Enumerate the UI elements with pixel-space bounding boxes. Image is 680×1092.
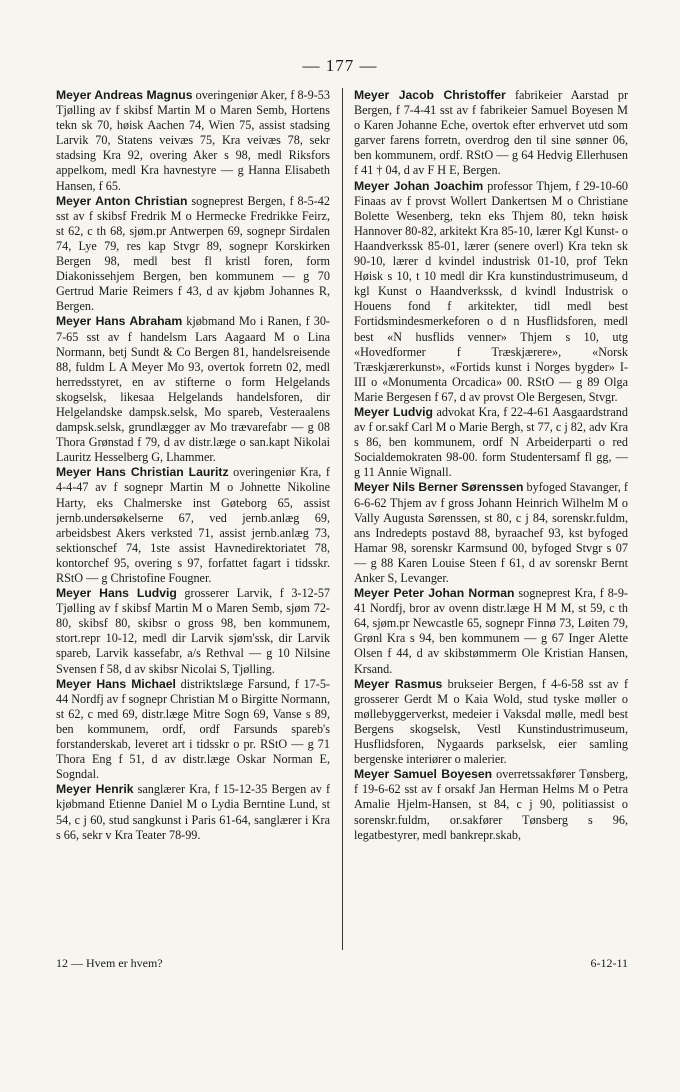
column-divider: [342, 88, 343, 950]
biography-entry: [56, 194, 330, 315]
entry-text: sanglærer Kra, f 15-12-35 Bergen av f kjøbmand Etienne Daniel M o Lydia Berntine Lund, st 54, c j 60, stud sangkunst i Paris 61-64, sanglærer i Kra s 66, sekr v Kra Teater 78-99.: [56, 782, 330, 842]
entry-name: Meyer Ludvig: [354, 404, 433, 419]
entry-name: Meyer Hans Christian Lauritz: [56, 465, 229, 480]
footer-signature: 12 — Hvem er hvem?: [56, 956, 163, 970]
right-column: [354, 88, 628, 950]
page-footer: [56, 956, 628, 971]
entry-text: professor Thjem, f 29-10-60 Finaas av f provst Wollert Dankertsen M o Christiane Bolette Wesenberg, tekn eks Thjem 80, tekn høisk Hannover 80-82, arkitekt Kra 85-10, lærer Kgl Kunst- o Haandverkssk 85-01, lærer (senere overl) Kra tekn sk 90-10, lærer d kvindel industrisk 01-10, prof Tekn Høisk s 10, t 10 medl dir Kra kunstindustrimuseum, d kgl Kunst o Haandverkssk, d kvindl Industrisk o Houens fond f arkitekter, tidl medl best Fortidsmindesmerkeforen o d n Husflidsforen, medl best «N husflids venner» Thjem s 10, utg «Hovedformer f Træskjærere», «Norsk Træskjærerkunst», «Fortids kunst i Norges bygder» I-III o «Monumenta Orcadica» 00. RStO — g 89 Olga Marie Bergesen f 67, d av provst Ole Bergesen, Stvgr.: [354, 178, 628, 404]
entry-name: Meyer Jacob Christoffer: [354, 88, 506, 102]
biography-entry: [354, 179, 628, 405]
biography-entry: [354, 88, 628, 179]
biography-entry: [354, 586, 628, 677]
entry-name: Meyer Peter Johan Norman: [354, 586, 515, 601]
biography-entry: [56, 677, 330, 783]
footer-date-code: 6-12-11: [590, 956, 628, 970]
entry-name: Meyer Hans Michael: [56, 676, 176, 691]
biography-entry: [354, 480, 628, 586]
biography-entry: [56, 586, 330, 677]
entry-name: Meyer Hans Abraham: [56, 314, 183, 329]
entry-text: sogneprest Kra, f 8-9-41 Nordfj, bror av ovenn distr.læge H M M, st 59, c th 64, sjøm.pr Newcastle 65, sognepr Finnø 73, Løiten 79, Grønl Kra s 94, ben kommunem — g 67 Inger Alette Olsen f 44, d av skibstømmerm Ole Kristian Hansen, Krsand.: [354, 586, 628, 676]
entry-name: Meyer Anton Christian: [56, 193, 188, 208]
page-number: — 177 —: [302, 56, 378, 75]
left-column: [56, 88, 330, 950]
biography-entry: [56, 465, 330, 586]
biography-entry: [56, 88, 330, 194]
entry-text: overretssakfører Tønsberg, f 19-6-62 sst av f orsakf Jan Herman Helms M o Petra Amalie Hjelm-Hansen, st 84, c j 90, politiassist o sorenskr.fuldm, or.sakfører Tønsberg s 96, legatbestyrer, medl bankrepr.skab,: [354, 767, 628, 842]
entry-text: overingeniør Kra, f 4-4-47 av f sognepr Martin M o Johnette Nikoline Harty, eks Chalmerske inst Gøteborg 65, assist jernb.undersøkelserne 67, ved jernb.anlæg 69, arbeidsbest Akers verksted 71, assist jernb.anlæg 73, sektionschef 74, 1ste assist Havnedirektoriatet 78, kontorchef 95, overing s 97, forfattet fagart i tidsskr. RStO — g Christofine Fougner.: [56, 465, 330, 585]
entry-text: sogneprest Bergen, f 8-5-42 sst av f skibsf Fredrik M o Hermecke Fredrikke Feirz, st 62, c th 68, sjøm.pr Antwerpen 69, sognepr Sirdalen 74, Lye 79, res kap Stvgr 89, sognepr Korskirken Bergen 98, medl best fl kristl foren, form Diakonissehjem Bergen, ben kommunem — g 70 Gertrud Marie Reimers f 43, d av kjøbm Johannes R, Bergen.: [56, 193, 330, 314]
biography-entry: [354, 405, 628, 480]
entry-text: grosserer Larvik, f 3-12-57 Tjølling av f skibsf Martin M o Maren Semb, sjøm 72-80, skibsf 80, skibsr o gross 98, ben kommunem, stort.repr 10-12, medl dir Larvik sjøm'ssk, dir Larvik spareb, Larvik kassefabr, a/s Rethval — g 10 Nilsine Svensen f 58, d av skibsr Nicolai S, Tjølling.: [56, 586, 330, 676]
entry-name: Meyer Henrik: [56, 782, 134, 797]
entry-text: kjøbmand Mo i Ranen, f 30-7-65 sst av f handelsm Lars Aagaard M o Lina Normann, betj Sundt & Co Bergen 81, handelsreisende 88, fuldm L A Meyer Mo 93, overtok forretn 02, medl herredsstyret, en av stifterne o form Helgelands skogselsk, likesaa Helgelands handelsforen, dir Helgelandske dampsk.selsk, Mo spareb, Vesteraalens dampsk.selsk, grundlægger av Mo trævarefabr — g 08 Thora Grønstad f 79, d av distr.læge o san.kapt Nikolai Lauritz Hesselberg G, Lhammer.: [56, 314, 330, 465]
entry-text: brukseier Bergen, f 4-6-58 sst av f grosserer Gerdt M o Kaia Wold, stud tyske møller o møllebyggerverkst, medeier i Vaksdal mølle, medl best Bergens skogselsk, Vestl Kunstindustrimuseum, Husflidsforen, Nygaards parkselsk, eier samling bergenske interiører o malerier.: [354, 676, 628, 767]
biography-entry: [354, 767, 628, 842]
entry-name: Meyer Samuel Boyesen: [354, 767, 493, 782]
entry-text: byfoged Stavanger, f 6-6-62 Thjem av f gross Johann Heinrich Wilhelm M o Vally Augusta Sørenssen, st 80, c j 84, sorenskr.fuldm, ans Indredepts postavd 88, byraachef 93, kst byfoged Hamar 98, sorenskr Karmsund 00, byfoged Stvgr s 07 — g 88 Karen Louise Steen f 61, d av sorenskr Bernt Anker S, Levanger.: [354, 480, 628, 585]
entry-name: Meyer Hans Ludvig: [56, 586, 177, 601]
entry-name: Meyer Nils Berner Sørenssen: [354, 480, 524, 495]
entry-text: advokat Kra, f 22-4-61 Aasgaardstrand av f or.sakf Carl M o Marie Bergh, st 77, c j 82, adv Kra s 86, ben kommunem, ordf N Arbeiderparti o red Socialdemokraten 98-00. form Studentersamf fl gg, — g 11 Annie Wignall.: [354, 404, 628, 480]
entry-text: distriktslæge Farsund, f 17-5-44 Nordfj av f sognepr Christian M o Birgitte Normann, st 62, c med 69, distr.læge Mitre Sogn 69, Vanse s 89, ben kommunem, ordf, ordf Farsunds spareb's forstanderskab, leveret art i tidsskr o pr. RStO — g 71 Thora Eng f 51, d av distr.læge Oskar Norman E, Sogndal.: [56, 676, 330, 782]
biography-entry: [56, 314, 330, 465]
biography-entry: [354, 677, 628, 768]
columns: [56, 88, 628, 950]
entry-name: Meyer Andreas Magnus: [56, 88, 193, 102]
entry-name: Meyer Rasmus: [354, 676, 443, 691]
entry-text: overingeniør Aker, f 8-9-53 Tjølling av f skibsf Martin M o Maren Semb, Hortens tekn sk 70, høisk Aachen 74, Wien 75, assist stadsing Larvik 70, Statens veivæs 75, Kra veivæs 78, sekr stadsing Kra 92, overing Aker s 98, medl Riksfors appelkom, medl Kra havnestyre — g Hanna Elisabeth Hansen, f 65.: [56, 88, 330, 193]
entry-name: Meyer Johan Joachim: [354, 178, 484, 193]
biography-entry: [56, 782, 330, 842]
entry-text: fabrikeier Aarstad pr Bergen, f 7-4-41 sst av f fabrikeier Samuel Boyesen M o Karen Johanne Eche, overtok efter erhvervet utd som garver farens forretn, overdrog den til sine sønner 06, ben kommunem, ordf. RStO — g 64 Hedvig Ellerhusen f 41 † 04, d av F H E, Bergen.: [354, 88, 628, 178]
